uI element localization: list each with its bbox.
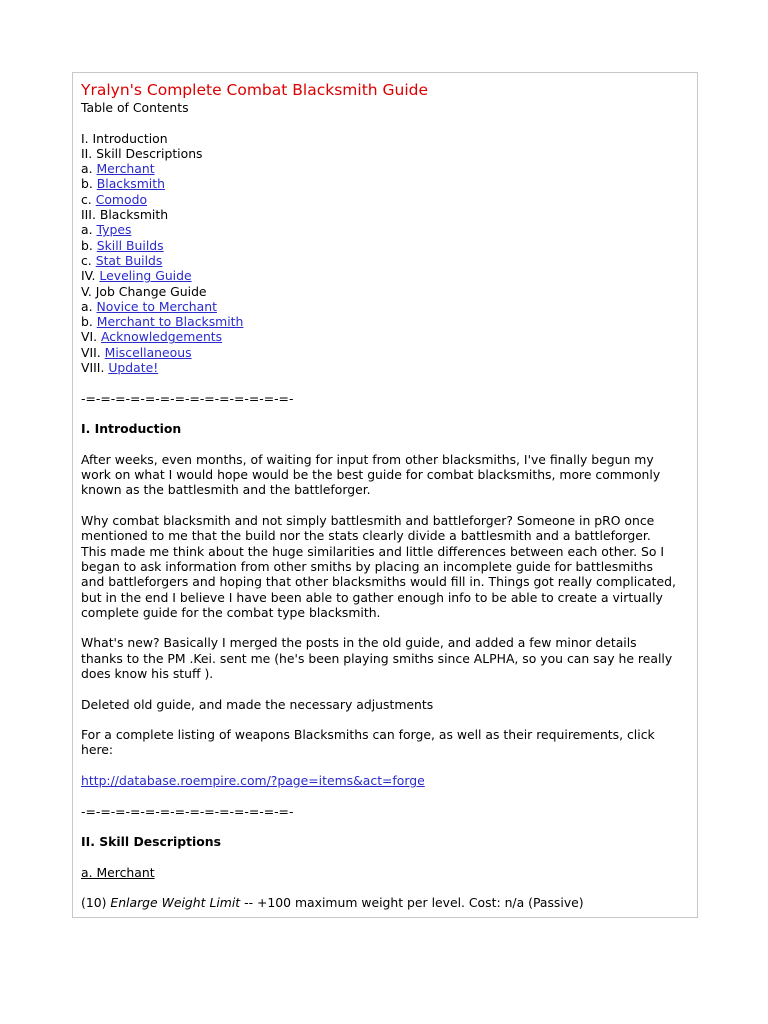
intro-paragraph-3: What's new? Basically I merged the posts in the old guide, and added a few minor details thanks to the PM .Kei. sent me (he's been playing smiths since ALPHA, so you can say he really does know his stuff ). (81, 635, 673, 681)
toc-item-prefix: a. (81, 298, 97, 314)
toc-item-prefix: b. (81, 314, 97, 330)
toc-item-prefix: b. (81, 237, 97, 253)
toc-link[interactable]: Skill Builds (96, 237, 164, 253)
toc-item-prefix: III. Blacksmith (81, 207, 169, 223)
toc-link[interactable]: Miscellaneous (104, 344, 192, 360)
skill-entry-enlarge-weight-limit (81, 895, 687, 910)
skill-name: Enlarge Weight Limit (110, 895, 241, 911)
toc-item[interactable] (81, 161, 687, 176)
divider-2: -=-=-=-=-=-=-=-=-=-=-=-=-=-=- (81, 803, 294, 819)
toc-item-prefix: VI. (81, 329, 102, 345)
section-heading-introduction: I. Introduction (81, 421, 182, 437)
toc-link[interactable]: Comodo (95, 191, 148, 207)
toc-item[interactable] (81, 253, 687, 268)
toc-item[interactable] (81, 238, 687, 253)
toc-item-prefix: I. Introduction (81, 130, 168, 146)
toc-link[interactable]: Acknowledgements (101, 329, 223, 345)
intro-paragraph-4: Deleted old guide, and made the necessary adjustments (81, 696, 434, 712)
intro-paragraph-5: For a complete listing of weapons Blacksmiths can forge, as well as their requirements, click here: (81, 727, 655, 758)
toc-item[interactable] (81, 299, 687, 314)
toc-item (81, 131, 687, 146)
table-of-contents (81, 131, 687, 376)
section-heading-skill-descriptions: II. Skill Descriptions (81, 834, 221, 850)
toc-item-prefix: a. (81, 222, 97, 238)
toc-item[interactable] (81, 360, 687, 375)
toc-link[interactable]: Blacksmith (96, 176, 165, 192)
toc-item-prefix: II. Skill Descriptions (81, 145, 203, 161)
skill-description: -- +100 maximum weight per level. Cost: n/a (Passive) (240, 895, 584, 911)
toc-item (81, 146, 687, 161)
toc-item (81, 284, 687, 299)
toc-link[interactable]: Novice to Merchant (96, 298, 217, 314)
toc-heading: Table of Contents (81, 100, 189, 115)
page-title: Yralyn's Complete Combat Blacksmith Guide (81, 81, 429, 99)
toc-item-prefix: c. (81, 252, 96, 268)
toc-item[interactable] (81, 176, 687, 191)
toc-link[interactable]: Types (96, 222, 132, 238)
toc-item[interactable] (81, 314, 687, 329)
toc-item-prefix: b. (81, 176, 97, 192)
intro-paragraph-1: After weeks, even months, of waiting for input from other blacksmiths, I've finally begun my work on what I would hope would be the best guide for combat blacksmiths, more commonly known as the battlesmith and the battleforger. (81, 451, 661, 498)
skill-level: (10) (81, 895, 111, 911)
toc-item[interactable] (81, 192, 687, 207)
toc-link[interactable]: Leveling Guide (99, 268, 192, 284)
document-frame (72, 72, 698, 918)
toc-item[interactable] (81, 329, 687, 344)
toc-link[interactable]: Merchant to Blacksmith (96, 314, 244, 330)
toc-item-prefix: V. Job Change Guide (81, 283, 207, 299)
toc-item-prefix: VIII. (81, 360, 109, 376)
divider: -=-=-=-=-=-=-=-=-=-=-=-=-=-=- (81, 390, 294, 406)
toc-item[interactable] (81, 268, 687, 283)
toc-item-prefix: VII. (81, 344, 105, 360)
intro-paragraph-2: Why combat blacksmith and not simply battlesmith and battleforger? Someone in pRO once mentioned to me that the build nor the stats clearly divide a battlesmith and a battleforger. This made me think about the huge similarities and little differences between each other. So I began to ask information from other smiths by placing an incomplete guide for battlesmiths and battleforgers and hoping that other blacksmiths would fill in. Things got really complicated, but in the end I believe I have been able to gather enough info to be able to create a virtually complete guide for the combat type blacksmith. (81, 513, 676, 620)
toc-item[interactable] (81, 345, 687, 360)
toc-link[interactable]: Update! (108, 360, 159, 376)
toc-item (81, 207, 687, 222)
document-content (81, 81, 687, 911)
forge-database-link[interactable]: http://database.roempire.com/?page=items&act=forge (81, 773, 425, 789)
toc-item[interactable] (81, 222, 687, 237)
toc-item-prefix: a. (81, 161, 97, 177)
toc-item-prefix: IV. (81, 268, 100, 284)
toc-link[interactable]: Merchant (96, 161, 155, 177)
subsection-merchant: a. Merchant (81, 864, 155, 880)
toc-item-prefix: c. (81, 191, 96, 207)
toc-link[interactable]: Stat Builds (95, 252, 163, 268)
